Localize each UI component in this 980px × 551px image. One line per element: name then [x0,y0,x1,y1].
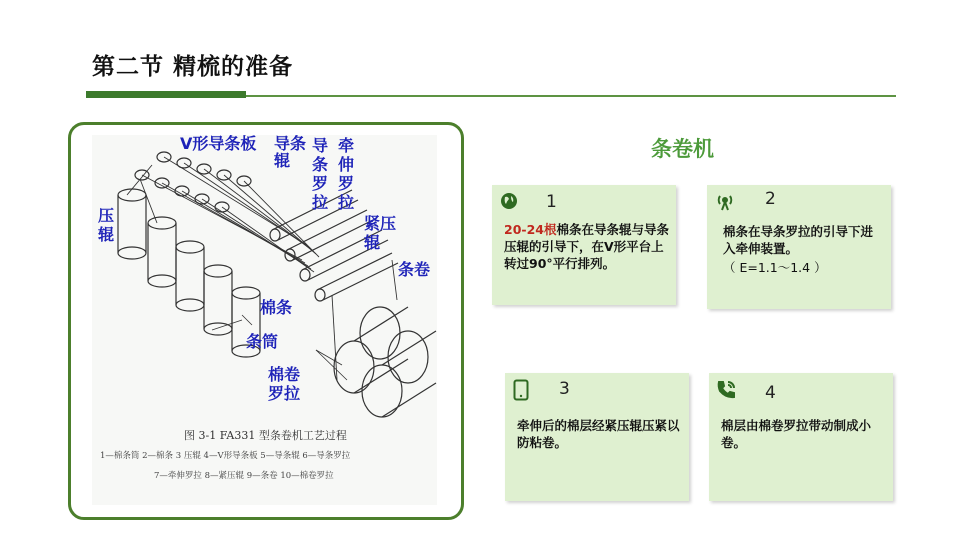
label-draft-2: 伸 [338,155,355,174]
sliver-cans [118,189,260,357]
label-lap-roller-top: 棉卷 [268,365,301,384]
lap-rollers [334,307,436,417]
phone-icon [513,379,529,405]
phone-call-icon [715,379,737,405]
label-guide-roller-bottom: 辊 [274,151,291,170]
card-4 [709,373,893,501]
label-v-board: V形导条板 [180,135,257,153]
figure-legend-line2: 7—牵伸罗拉 8—紧压辊 9—条卷 10—棉卷罗拉 [154,471,334,481]
machine-figure [92,135,437,505]
card-1-number: 1 [546,192,557,212]
card-1-body: 棉条在导条辊与导条压辊的引导下，在V形平台上转过90°平行排列。 [504,222,670,271]
label-tight-press-top: 紧压 [364,214,397,233]
label-guide-roller-top: 导条 [274,135,307,153]
card-3-body: 牵伸后的棉层经紧压辊压紧以防粘卷。 [517,418,680,450]
globe-icon [500,192,518,214]
card-3 [505,373,689,501]
figure-legend-line1: 1—棉条筒 2—棉条 3 压辊 4—V形导条板 5—导条辊 6—导条罗拉 [100,451,351,461]
label-draft-4: 拉 [338,193,355,212]
label-lap-roller-bottom: 罗拉 [268,384,301,403]
label-guide-rollers2-1: 导 [312,136,329,155]
figure-caption: 图 3-1 FA331 型条卷机工艺过程 [184,429,347,442]
card-1-text [504,221,670,272]
card-3-number: 3 [559,379,570,399]
page-title: 第二节 精梳的准备 [92,54,294,80]
card-2-body: 棉条在导条罗拉的引导下进入牵伸装置。 [723,224,874,256]
card-2-number: 2 [765,189,776,209]
card-2 [707,185,891,309]
title-underline-accent [86,91,246,98]
label-draft-3: 罗 [338,174,355,193]
label-guide-rollers2-3: 罗 [312,174,329,193]
label-tight-press-bottom: 辊 [364,233,381,252]
card-2-formula: （ E=1.1～1.4 ） [723,260,827,275]
card-1-highlight: 20-24 [504,222,544,237]
sliver-lines [127,157,319,272]
section-heading: 条卷机 [651,137,714,161]
label-guide-rollers2-4: 拉 [312,193,329,212]
label-draft-1: 牵 [338,136,355,155]
wifi-signal-icon [715,192,735,216]
label-can: 条筒 [246,332,279,351]
label-press-2: 辊 [98,225,115,244]
label-press-1: 压 [98,206,115,225]
card-4-number: 4 [765,383,776,403]
card-4-body: 棉层由棉卷罗拉带动制成小卷。 [721,418,872,450]
card-1 [492,185,676,305]
guide-rollers [135,152,251,212]
card-1-highlight-unit: 根 [543,222,557,237]
label-guide-rollers2-2: 条 [312,155,329,174]
label-lap: 条卷 [398,260,431,279]
label-sliver: 棉条 [260,298,293,317]
